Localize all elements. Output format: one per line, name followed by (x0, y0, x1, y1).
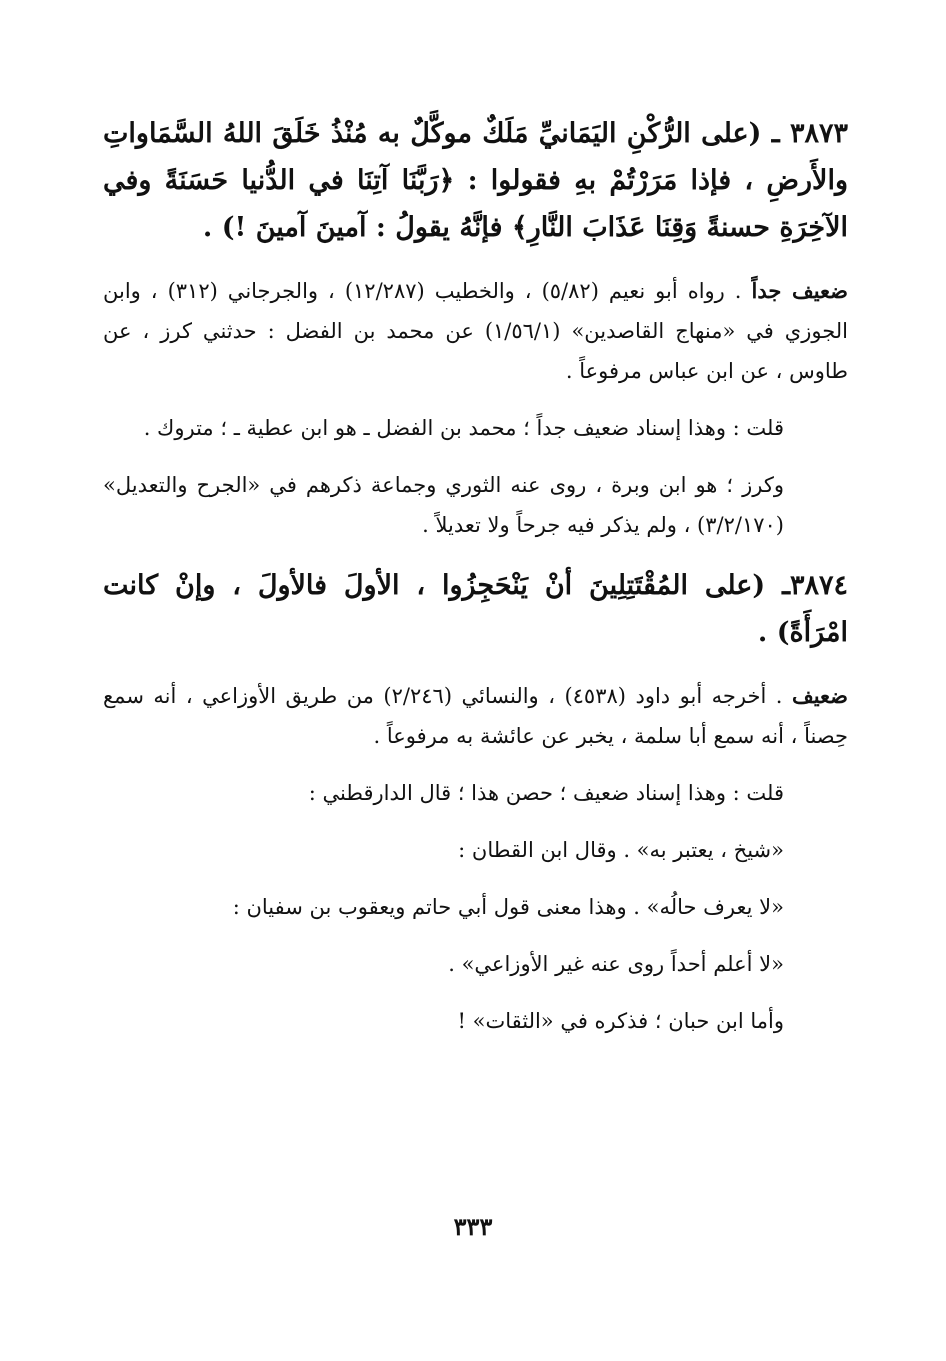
takhrij-paragraph (103, 271, 848, 391)
hadith-text-3874: ٣٨٧٤ـ (على المُقْتَتِلِينَ أنْ يَنْحَجِزُوا ، الأولَ فالأولَ ، وإنْ كانت امْرَأَةً) . (103, 570, 848, 648)
grade-label: ضعيف جداً (751, 278, 849, 303)
grade-label: ضعيف (791, 683, 849, 708)
commentary-paragraph: وكرز ؛ هو ابن وبرة ، روى عنه الثوري وجماعة ذكرهم في «الجرح والتعديل» (٣/٢/١٧٠) ، ولم يذكر فيه جرحاً ولا تعديلاً . (103, 473, 784, 537)
commentary-paragraph: «لا يعرف حالُه» . وهذا معنى قول أبي حاتم ويعقوب بن سفيان : (232, 895, 784, 919)
takhrij-paragraph (103, 676, 848, 756)
commentary-paragraph: قلت : وهذا إسناد ضعيف جداً ؛ محمد بن الفضل ـ هو ابن عطية ـ ؛ متروك . (143, 416, 784, 440)
commentary-paragraph: قلت : وهذا إسناد ضعيف ؛ حصن هذا ؛ قال الدارقطني : (308, 781, 784, 805)
commentary-paragraph: «لا أعلم أحداً روى عنه غير الأوزاعي» . (448, 952, 784, 976)
commentary-paragraph: «شيخ ، يعتبر به» . وقال ابن القطان : (458, 838, 784, 862)
commentary-paragraph: وأما ابن حبان ؛ فذكره في «الثقات» ! (457, 1009, 784, 1033)
page-content (103, 110, 848, 1058)
hadith-text-3873: ٣٨٧٣ ـ (على الرُّكْنِ اليَمَانيِّ مَلَكٌ موكَّلٌ به مُنْذُ خَلَقَ اللهُ السَّمَاواتِ والأَرضِ ، فإذا مَرَرْتُمْ بهِ فقولوا : ﴿رَبَّنَا آتِنَا في الدُّنيا حَسَنَةً وفي الآخِرَةِ حسنةً وَقِنَا عَذَابَ النَّارِ﴾ فإنَّهُ يقولُ : آمينَ آمينَ !) . (103, 118, 848, 243)
takhrij-text: . أخرجه أبو داود (٤٥٣٨) ، والنسائي (٢/٢٤٦) من طريق الأوزاعي ، أنه سمع حِصناً ، أنه سمع أبا سلمة ، يخبر عن عائشة به مرفوعاً . (103, 684, 848, 748)
page-number: ٣٣٣ (453, 1212, 493, 1241)
takhrij-text: . رواه أبو نعيم (٥/٨٢) ، والخطيب (١٢/٢٨٧) ، والجرجاني (٣١٢) ، وابن الجوزي في «منهاج القاصدين» (١/٥٦/١) عن محمد بن الفضل : حدثني كرز ، عن طاوس ، عن ابن عباس مرفوعاً . (103, 279, 848, 383)
